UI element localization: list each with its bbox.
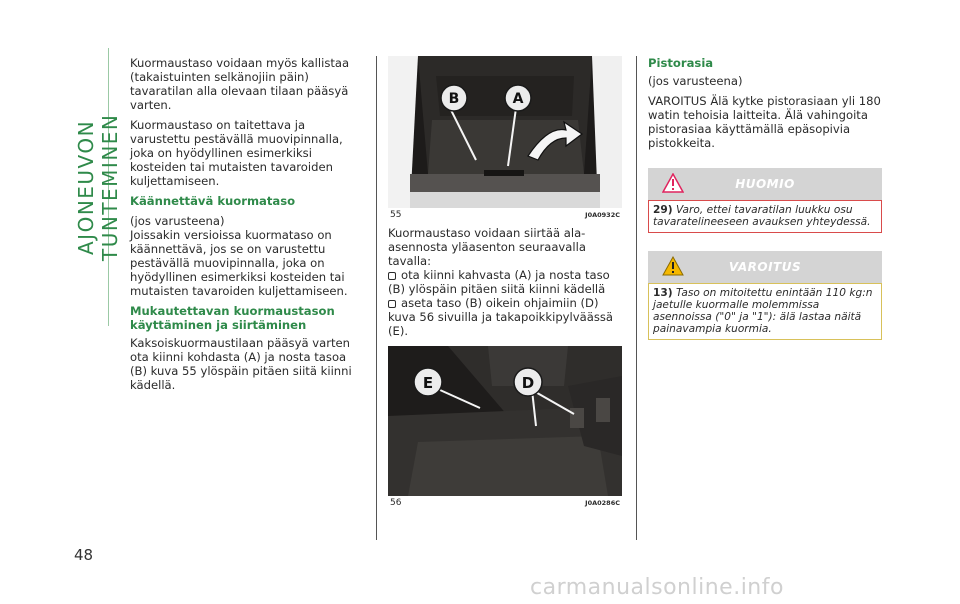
column-divider [376,56,377,540]
note-box-body [648,200,882,233]
paragraph: Kuormaustaso voidaan myös kallistaa (takaistuinten selkänojiin päin) tavaratilan alla olevaan tilaan pääsyä varten. [130,56,350,112]
paragraph: Kaksoiskuormaustilaan pääsyä varten ota kiinni kohdasta (A) ja nosta tasoa (B) kuva 55 ylöspäin pitäen siitä kiinni kädellä. [130,336,352,392]
cargo-guides-illustration [388,346,622,496]
section-heading: Käännettävä kuormataso [130,194,296,208]
section-side-title: AJONEUVON TUNTEMINEN [74,48,109,326]
column-divider [636,56,637,540]
figure-55-cargo-floor [388,56,622,208]
page-number: 48 [74,546,94,564]
figure-number: 56 [390,498,402,508]
warning-number: 13) [653,287,673,299]
figure-56-cargo-guides [388,346,622,496]
bullet-item: aseta taso (B) oikein ohjaimiin (D) kuva 56 sivuilla ja takapoikkipylväässä (E). [388,296,614,338]
section-heading: Mukautettavan kuormaustason käyttäminen ja siirtäminen [130,304,335,332]
bullet-icon [388,272,396,280]
paragraph: Joissakin versioissa kuormataso on käännettävä, jos se on varustettu pestävällä muovipinnalla, joka on hyödyllinen esimerkiksi kosteiden tai mutaisten tavaroiden kuljettamiseen. [130,228,348,298]
paragraph: Kuormaustaso on taitettava ja varustettu pestävällä muovipinnalla, joka on hyödyllinen esimerkiksi kosteiden tai mutaisten tavaroiden kuljettamiseen. [130,118,343,188]
watermark: carmanualsonline.info [530,575,784,600]
note-text: Varo, ettei tavaratilan luukku osu tavaratelineeseen avauksen yhteydessä. [653,204,871,228]
note-title: HUOMIO [735,177,795,191]
paragraph: Kuormaustaso voidaan siirtää ala-asennosta yläasenton seuraavalla tavalla: [388,226,586,268]
figure-code: J0A0286C [585,499,620,507]
paragraph: (jos varusteena) [130,214,225,228]
text-column-1 [130,56,362,392]
figure-caption [388,208,624,222]
figure-code: J0A0932C [585,211,620,219]
note-number: 29) [653,204,673,216]
note-box-header [648,168,882,200]
bullet-item: ota kiinni kahvasta (A) ja nosta taso (B) ylöspäin pitäen siitä kiinni kädellä [388,268,610,296]
text-column-3 [648,56,884,340]
callout-b: B [448,91,460,107]
text-column-2 [388,56,624,510]
paragraph: VAROITUS Älä kytke pistorasiaan yli 180 watin tehoisia laitteita. Älä vahingoita pistorasiaa käyttämällä epäsopivia pistokkeita. [648,94,881,150]
warning-title: VAROITUS [728,260,802,274]
callout-a: A [512,91,524,107]
cargo-floor-illustration [388,56,622,208]
figure-caption [388,496,624,510]
warning-box-header [648,251,882,283]
section-heading: Pistorasia [648,56,714,70]
callout-e: E [422,374,434,392]
bullet-icon [388,300,396,308]
callout-d: D [521,374,535,392]
figure-number: 55 [390,210,402,220]
warning-box-body [648,283,882,340]
warning-text: Taso on mitoitettu enintään 110 kg:n jaetulle kuormalle molemmissa asennoissa ("0" ja "1"): älä lastaa näitä painavampia kuormia. [653,287,873,335]
paragraph: (jos varusteena) [648,74,743,88]
